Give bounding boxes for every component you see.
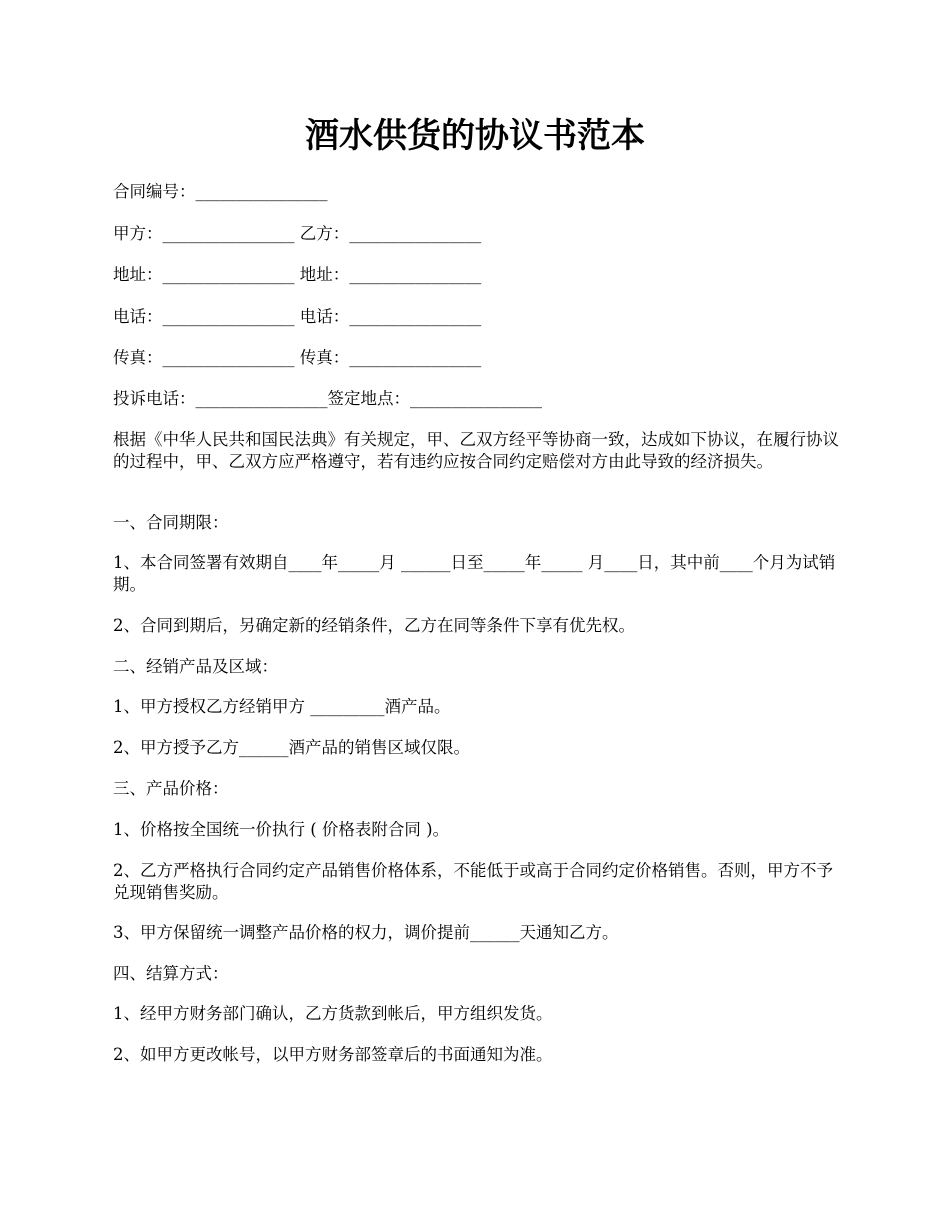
section-heading: 二、经销产品及区域： — [113, 657, 278, 676]
contract-number-field: 合同编号：________________ — [113, 182, 328, 201]
parties-field: 甲方：________________ 乙方：________________ — [113, 224, 482, 243]
intro-paragraph: 根据《中华人民共和国民法典》有关规定，甲、乙双方经平等协商一致，达成如下协议，在履行协议的过程中，甲、乙双方应严格遵守，若有违约应按合同约定赔偿对方由此导致的经济损失。 — [113, 430, 839, 471]
clause-paragraph: 2、合同到期后，另确定新的经销条件，乙方在同等条件下享有优先权。 — [113, 616, 635, 635]
clause-paragraph: 1、经甲方财务部门确认，乙方货款到帐后，甲方组织发货。 — [113, 1004, 553, 1023]
section-heading: 三、产品价格： — [113, 779, 229, 798]
clause-paragraph: 3、甲方保留统一调整产品价格的权力，调价提前______天通知乙方。 — [113, 923, 619, 942]
phone-field: 电话：________________ 电话：________________ — [113, 307, 482, 326]
clause-paragraph: 2、乙方严格执行合同约定产品销售价格体系，不能低于或高于合同约定价格销售。否则，甲方不予兑现销售奖励。 — [113, 861, 833, 902]
clause-paragraph: 2、甲方授予乙方______酒产品的销售区域仅限。 — [113, 738, 470, 757]
complaint-and-place-field: 投诉电话：________________签定地点：________________ — [113, 389, 542, 408]
address-field: 地址：________________ 地址：________________ — [113, 265, 482, 284]
clause-paragraph: 1、价格按全国统一价执行 ( 价格表附合同 )。 — [113, 820, 450, 839]
fax-field: 传真：________________ 传真：________________ — [113, 348, 482, 367]
section-heading: 四、结算方式： — [113, 964, 229, 983]
clause-paragraph: 1、甲方授权乙方经销甲方 _________酒产品。 — [113, 697, 451, 716]
document-title: 酒水供货的协议书范本 — [305, 116, 645, 156]
section-heading: 一、合同期限： — [113, 513, 229, 532]
clause-paragraph: 2、如甲方更改帐号，以甲方财务部签章后的书面通知为准。 — [113, 1045, 553, 1064]
clause-paragraph: 1、本合同签署有效期自____年_____月 ______日至_____年_____ 月____日，其中前____个月为试销期。 — [113, 553, 836, 594]
